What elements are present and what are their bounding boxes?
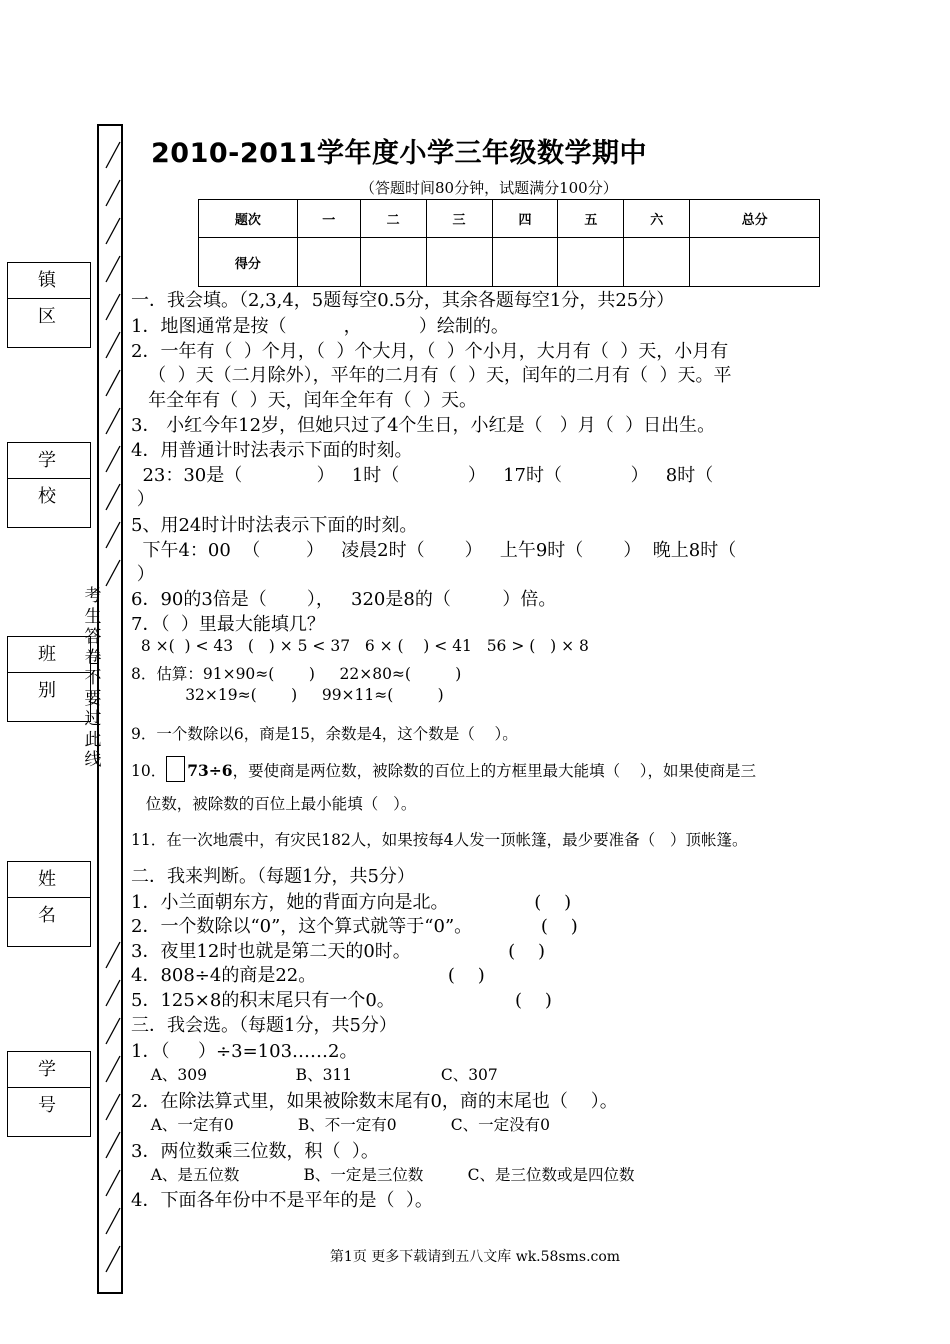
- score-cell[interactable]: [426, 238, 492, 287]
- slash-mark: [104, 1016, 122, 1046]
- slash-mark: [104, 1168, 122, 1198]
- slash-mark: [104, 216, 122, 246]
- question-line: （ ）天（二月除外），平年的二月有（ ）天，闰年的二月有（ ）天。平: [131, 365, 732, 386]
- score-cell[interactable]: [297, 238, 360, 287]
- score-header-cell: 三: [426, 200, 492, 238]
- slash-mark: [104, 178, 122, 208]
- question-line: 1．地图通常是按（ ， ）绘制的。: [131, 316, 509, 337]
- score-header-cell: 六: [624, 200, 690, 238]
- slash-mark: [104, 1054, 122, 1084]
- section-2-heading: 二．我来判断。（每题1分，共5分）: [131, 866, 415, 887]
- score-header-cell: 一: [297, 200, 360, 238]
- choice-question: 2．在除法算式里，如果被除数末尾有0，商的末尾也（ ）。: [131, 1091, 618, 1112]
- judge-line: 4．808÷4的商是22。 ( ): [131, 965, 485, 986]
- slash-mark: [104, 940, 122, 970]
- info-box-student-id: [7, 1051, 91, 1137]
- slash-mark: [104, 978, 122, 1008]
- info-label-town: 镇 区: [8, 263, 90, 299]
- question-line: 7．（ ）里最大能填几？: [131, 614, 325, 635]
- question-line: 年全年有（ ）天，闰年全年有（ ）天。: [131, 390, 478, 411]
- slash-mark: [104, 254, 122, 284]
- slash-mark: [104, 558, 122, 588]
- question-line: 8 ×( ) < 43 ( ) × 5 < 37 6 × ( ) < 41 56 > ( ) × 8: [131, 637, 589, 655]
- page-title: 2010-2011学年度小学三年级数学期中: [151, 138, 647, 169]
- question-line: ）: [131, 564, 155, 585]
- info-box-class: [7, 636, 91, 722]
- question-number: 10．: [131, 762, 167, 780]
- score-cell[interactable]: [690, 238, 820, 287]
- score-header-cell: 题次: [199, 200, 298, 238]
- question-line: 6．90的3倍是（ ）， 320是8的（ ）倍。: [131, 589, 557, 610]
- choice-options: A、是五位数 B、一定是三位数 C、是三位数或是四位数: [131, 1166, 635, 1184]
- info-box-town: [7, 262, 91, 348]
- score-table: [198, 199, 820, 287]
- judge-line: 3．夜里12时也就是第二天的0时。 ( ): [131, 941, 546, 962]
- score-table-score-row: [199, 238, 820, 287]
- question-line: 3． 小红今年12岁，但她只过了4个生日，小红是（ ）月（ ）日出生。: [131, 415, 716, 436]
- slash-mark: [104, 482, 122, 512]
- question-line: 8．估算：91×90≈( ) 22×80≈( ): [131, 665, 462, 683]
- slash-mark: [104, 520, 122, 550]
- question-line: 2．一年有（ ）个月，（ ）个大月，（ ）个小月，大月有（ ）天，小月有: [131, 341, 729, 362]
- score-header-cell: 四: [492, 200, 558, 238]
- info-box-name: [7, 861, 91, 947]
- division-expression: 73÷6: [187, 761, 233, 780]
- choice-question: 1．（ ）÷3=103……2。: [131, 1041, 358, 1062]
- score-cell[interactable]: [360, 238, 426, 287]
- score-header-cell: 总分: [690, 200, 820, 238]
- section-3-heading: 三．我会选。（每题1分，共5分）: [131, 1015, 397, 1036]
- slash-mark: [104, 330, 122, 360]
- info-label-student-id: 学 号: [8, 1052, 90, 1088]
- score-row-label: 得分: [199, 238, 298, 287]
- info-label-class: 班 别: [8, 637, 90, 673]
- slash-mark: [104, 406, 122, 436]
- choice-question: 4．下面各年份中不是平年的是（ ）。: [131, 1190, 433, 1211]
- section-1-heading: 一．我会填。（2,3,4，5题每空0.5分，其余各题每空1分，共25分）: [131, 290, 675, 311]
- score-header-cell: 二: [360, 200, 426, 238]
- question-line: 32×19≈( ) 99×11≈( ): [131, 686, 444, 704]
- slash-mark: [104, 1092, 122, 1122]
- question-text: ，要使商是两位数，被除数的百位上的方框里最大能填（ ），如果使商是三: [232, 762, 757, 780]
- score-cell[interactable]: [558, 238, 624, 287]
- question-line: 5、用24时计时法表示下面的时刻。: [131, 515, 418, 536]
- judge-line: 2．一个数除以“0”，这个算式就等于“0”。 ( ): [131, 916, 578, 937]
- slash-mark: [104, 1130, 122, 1160]
- question-line: 23：30是（ ） 1时（ ） 17时（ ） 8时（: [131, 465, 714, 486]
- binding-warning: 考生答卷不要过此线: [84, 586, 102, 770]
- digit-box[interactable]: [166, 756, 185, 782]
- choice-question: 3．两位数乘三位数，积（ ）。: [131, 1141, 379, 1162]
- exam-subtitle: （答题时间80分钟，试题满分100分）: [360, 179, 618, 197]
- choice-options: A、一定有0 B、不一定有0 C、一定没有0: [131, 1116, 550, 1134]
- slash-mark: [104, 1206, 122, 1236]
- score-header-cell: 五: [558, 200, 624, 238]
- question-line: ）: [131, 489, 155, 510]
- page-footer: 第1页 更多下载请到五八文库 wk.58sms.com: [329, 1249, 621, 1265]
- question-line: 11．在一次地震中，有灾民182人，如果按每4人发一顶帐篷，最少要准备（ ）顶帐篷。: [131, 831, 748, 849]
- judge-line: 5．125×8的积末尾只有一个0。 ( ): [131, 990, 552, 1011]
- slash-mark: [104, 444, 122, 474]
- info-label-school: 学 校: [8, 443, 90, 479]
- score-table-header-row: [199, 200, 820, 238]
- slash-mark: [104, 140, 122, 170]
- question-line: 9．一个数除以6，商是15，余数是4，这个数是（ ）。: [131, 725, 518, 743]
- slash-mark: [104, 292, 122, 322]
- slash-mark: [104, 368, 122, 398]
- info-box-school: [7, 442, 91, 528]
- score-cell[interactable]: [492, 238, 558, 287]
- question-10-line: [131, 756, 756, 782]
- judge-line: 1．小兰面朝东方，她的背面方向是北。 ( ): [131, 892, 572, 913]
- question-line: 位数，被除数的百位上最小能填（ ）。: [131, 795, 417, 813]
- question-line: 4．用普通计时法表示下面的时刻。: [131, 440, 413, 461]
- question-line: 下午4：00 （ ） 凌晨2时（ ） 上午9时（ ） 晚上8时（: [131, 540, 737, 561]
- choice-options: A、309 B、311 C、307: [131, 1066, 498, 1084]
- score-cell[interactable]: [624, 238, 690, 287]
- info-label-name: 姓 名: [8, 862, 90, 898]
